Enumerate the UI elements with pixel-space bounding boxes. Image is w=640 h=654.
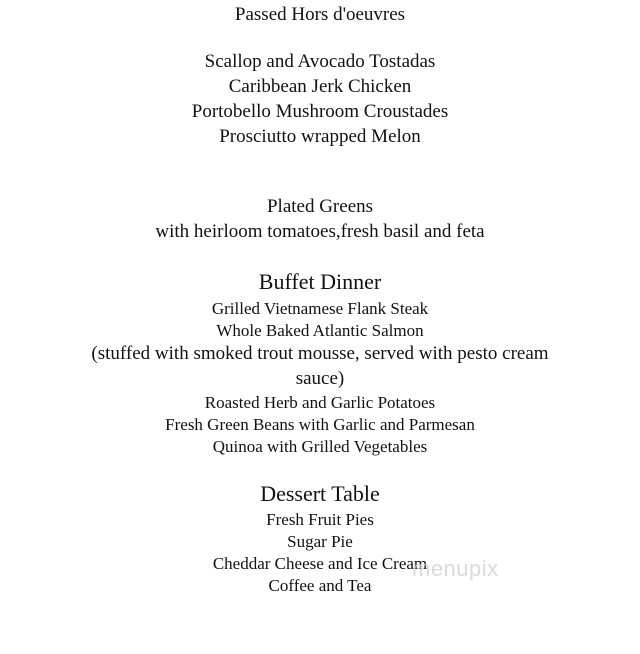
menu-item: Fresh Green Beans with Garlic and Parmesan xyxy=(165,415,475,434)
menu-item: Coffee and Tea xyxy=(268,576,372,595)
menu-item: Cheddar Cheese and Ice Cream xyxy=(212,554,428,573)
menu-item: Whole Baked Atlantic Salmon xyxy=(216,321,424,340)
menu-item: Scallop and Avocado Tostadas xyxy=(204,51,436,72)
menu-item: Fresh Fruit Pies xyxy=(266,510,374,529)
section-title-buffet-dinner: Buffet Dinner xyxy=(258,269,382,294)
menu-item: Portobello Mushroom Croustades xyxy=(191,101,449,122)
menu-item: Quinoa with Grilled Vegetables xyxy=(212,437,428,456)
menu-item-note: sauce) xyxy=(295,368,345,389)
section-title-dessert-table: Dessert Table xyxy=(260,481,380,506)
menu-item: Sugar Pie xyxy=(287,532,353,551)
menu-item: Roasted Herb and Garlic Potatoes xyxy=(204,393,436,412)
menu-item-note: (stuffed with smoked trout mousse, served with pesto cream xyxy=(91,343,549,364)
menu-item: Grilled Vietnamese Flank Steak xyxy=(211,299,429,318)
menu-item: Caribbean Jerk Chicken xyxy=(228,76,412,97)
menu-item: with heirloom tomatoes,fresh basil and feta xyxy=(155,221,485,242)
menupix-watermark: menupix xyxy=(412,556,499,581)
section-title-hors-doeuvres: Passed Hors d'oeuvres xyxy=(234,4,406,25)
section-title-plated-greens: Plated Greens xyxy=(266,196,374,217)
menu-item: Prosciutto wrapped Melon xyxy=(219,126,421,147)
